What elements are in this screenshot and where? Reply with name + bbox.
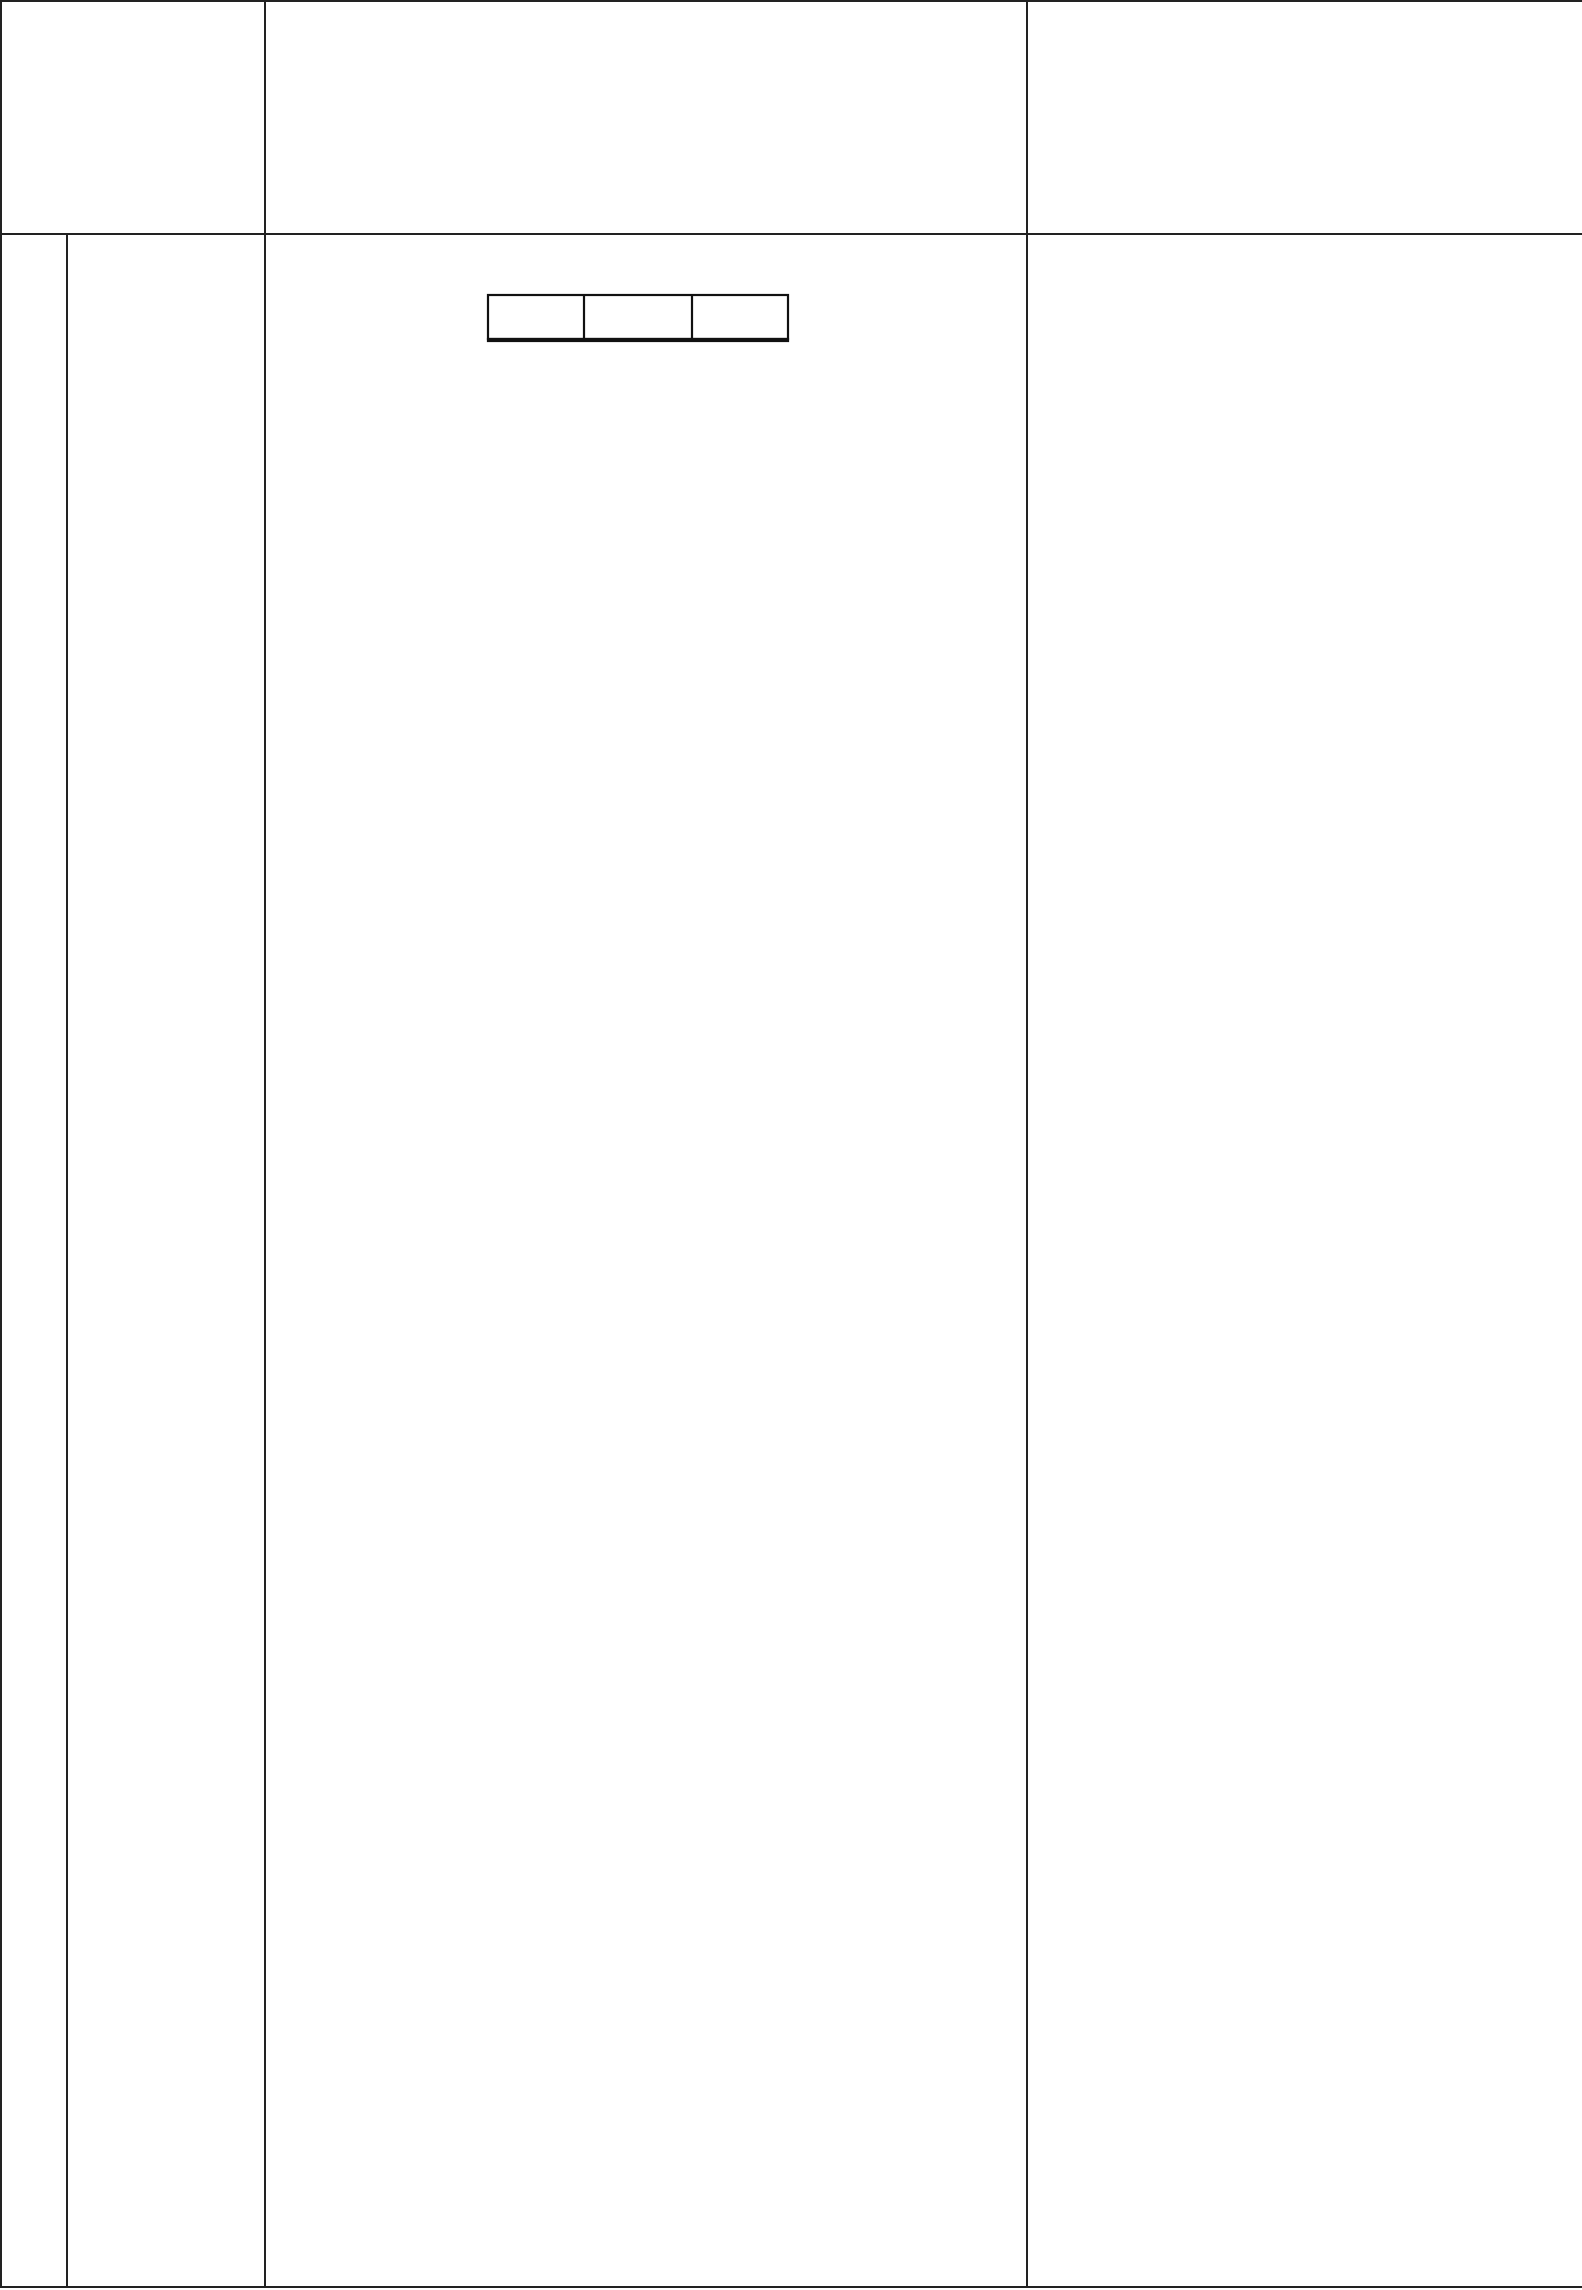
header-figure [265, 1, 1027, 234]
header-description [1027, 1, 1582, 234]
item-name-cell [67, 234, 265, 2287]
table-row [1, 234, 1582, 2287]
figure-cell [265, 234, 1027, 2287]
table-header-row [1, 1, 1582, 234]
description-cell [1027, 234, 1582, 2287]
header-item [1, 1, 265, 234]
category-cell [1, 234, 67, 2287]
flat-fixing-drawing [266, 235, 1027, 833]
punch-outline [488, 295, 788, 339]
